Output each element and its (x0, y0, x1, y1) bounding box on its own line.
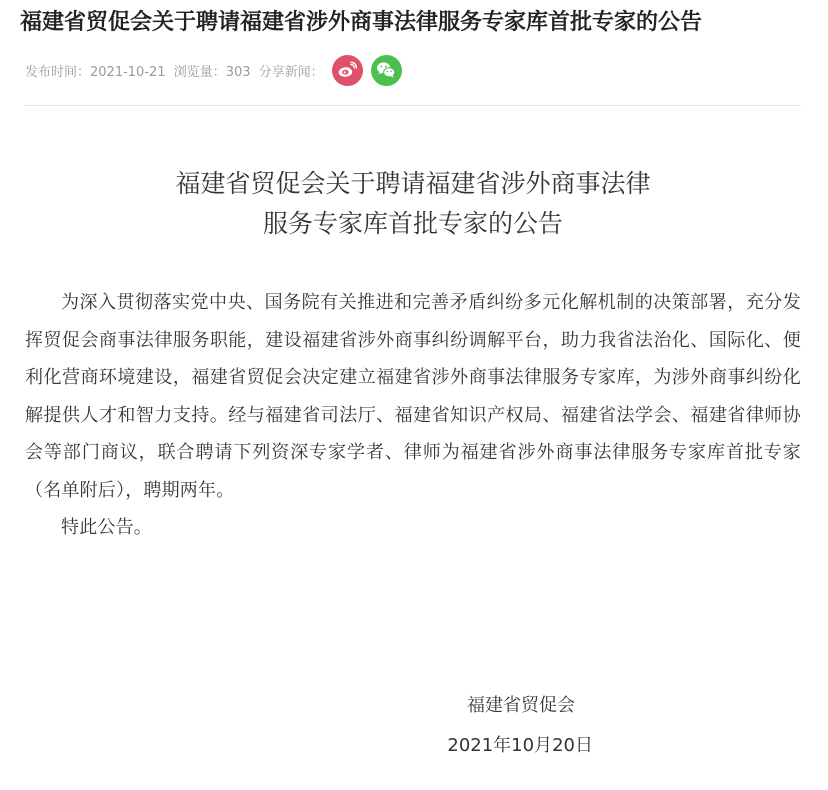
weibo-share-button[interactable] (332, 55, 363, 86)
page-title: 福建省贸促会关于聘请福建省涉外商事法律服务专家库首批专家的公告 (20, 10, 703, 35)
article-meta (25, 54, 402, 86)
share-label: 分享新闻： (258, 64, 324, 80)
article-paragraph: 为深入贯彻落实党中央、国务院有关推进和完善矛盾纠纷多元化解机制的决策部署，充分发挥贸促会商事法律服务职能，建设福建省涉外商事纠纷调解平台，助力我省法治化、国际化、便利化营商环境建设，福建省贸促会决定建立福建省涉外商事法律服务专家库，为涉外商事纠纷化解提供人才和智力支持。经与福建省司法厅、福建省知识产权局、福建省法学会、福建省律师协会等部门商议，联合聘请下列资深专家学者、律师为福建省涉外商事法律服务专家库首批专家（名单附后），聘期两年。 (25, 292, 801, 501)
meta-separator (168, 63, 172, 78)
article-title-line2: 服务专家库首批专家的公告 (262, 209, 563, 238)
signature-block (25, 686, 801, 766)
meta-separator (253, 63, 257, 78)
signature-organization: 福建省贸促会 (467, 695, 575, 716)
wechat-icon (376, 61, 396, 79)
article-body (25, 284, 801, 547)
view-count: 浏览量：303 (173, 64, 251, 80)
wechat-share-button[interactable] (371, 55, 402, 86)
article-title-line1: 福建省贸促会关于聘请福建省涉外商事法律 (175, 169, 651, 198)
article-title (25, 164, 801, 244)
weibo-icon (337, 61, 357, 79)
publish-time: 发布时间：2021-10-21 (25, 64, 166, 80)
article-paragraph: 特此公告。 (61, 517, 152, 538)
signature-date: 2021年10月20日 (447, 735, 593, 756)
header-divider (25, 105, 801, 106)
